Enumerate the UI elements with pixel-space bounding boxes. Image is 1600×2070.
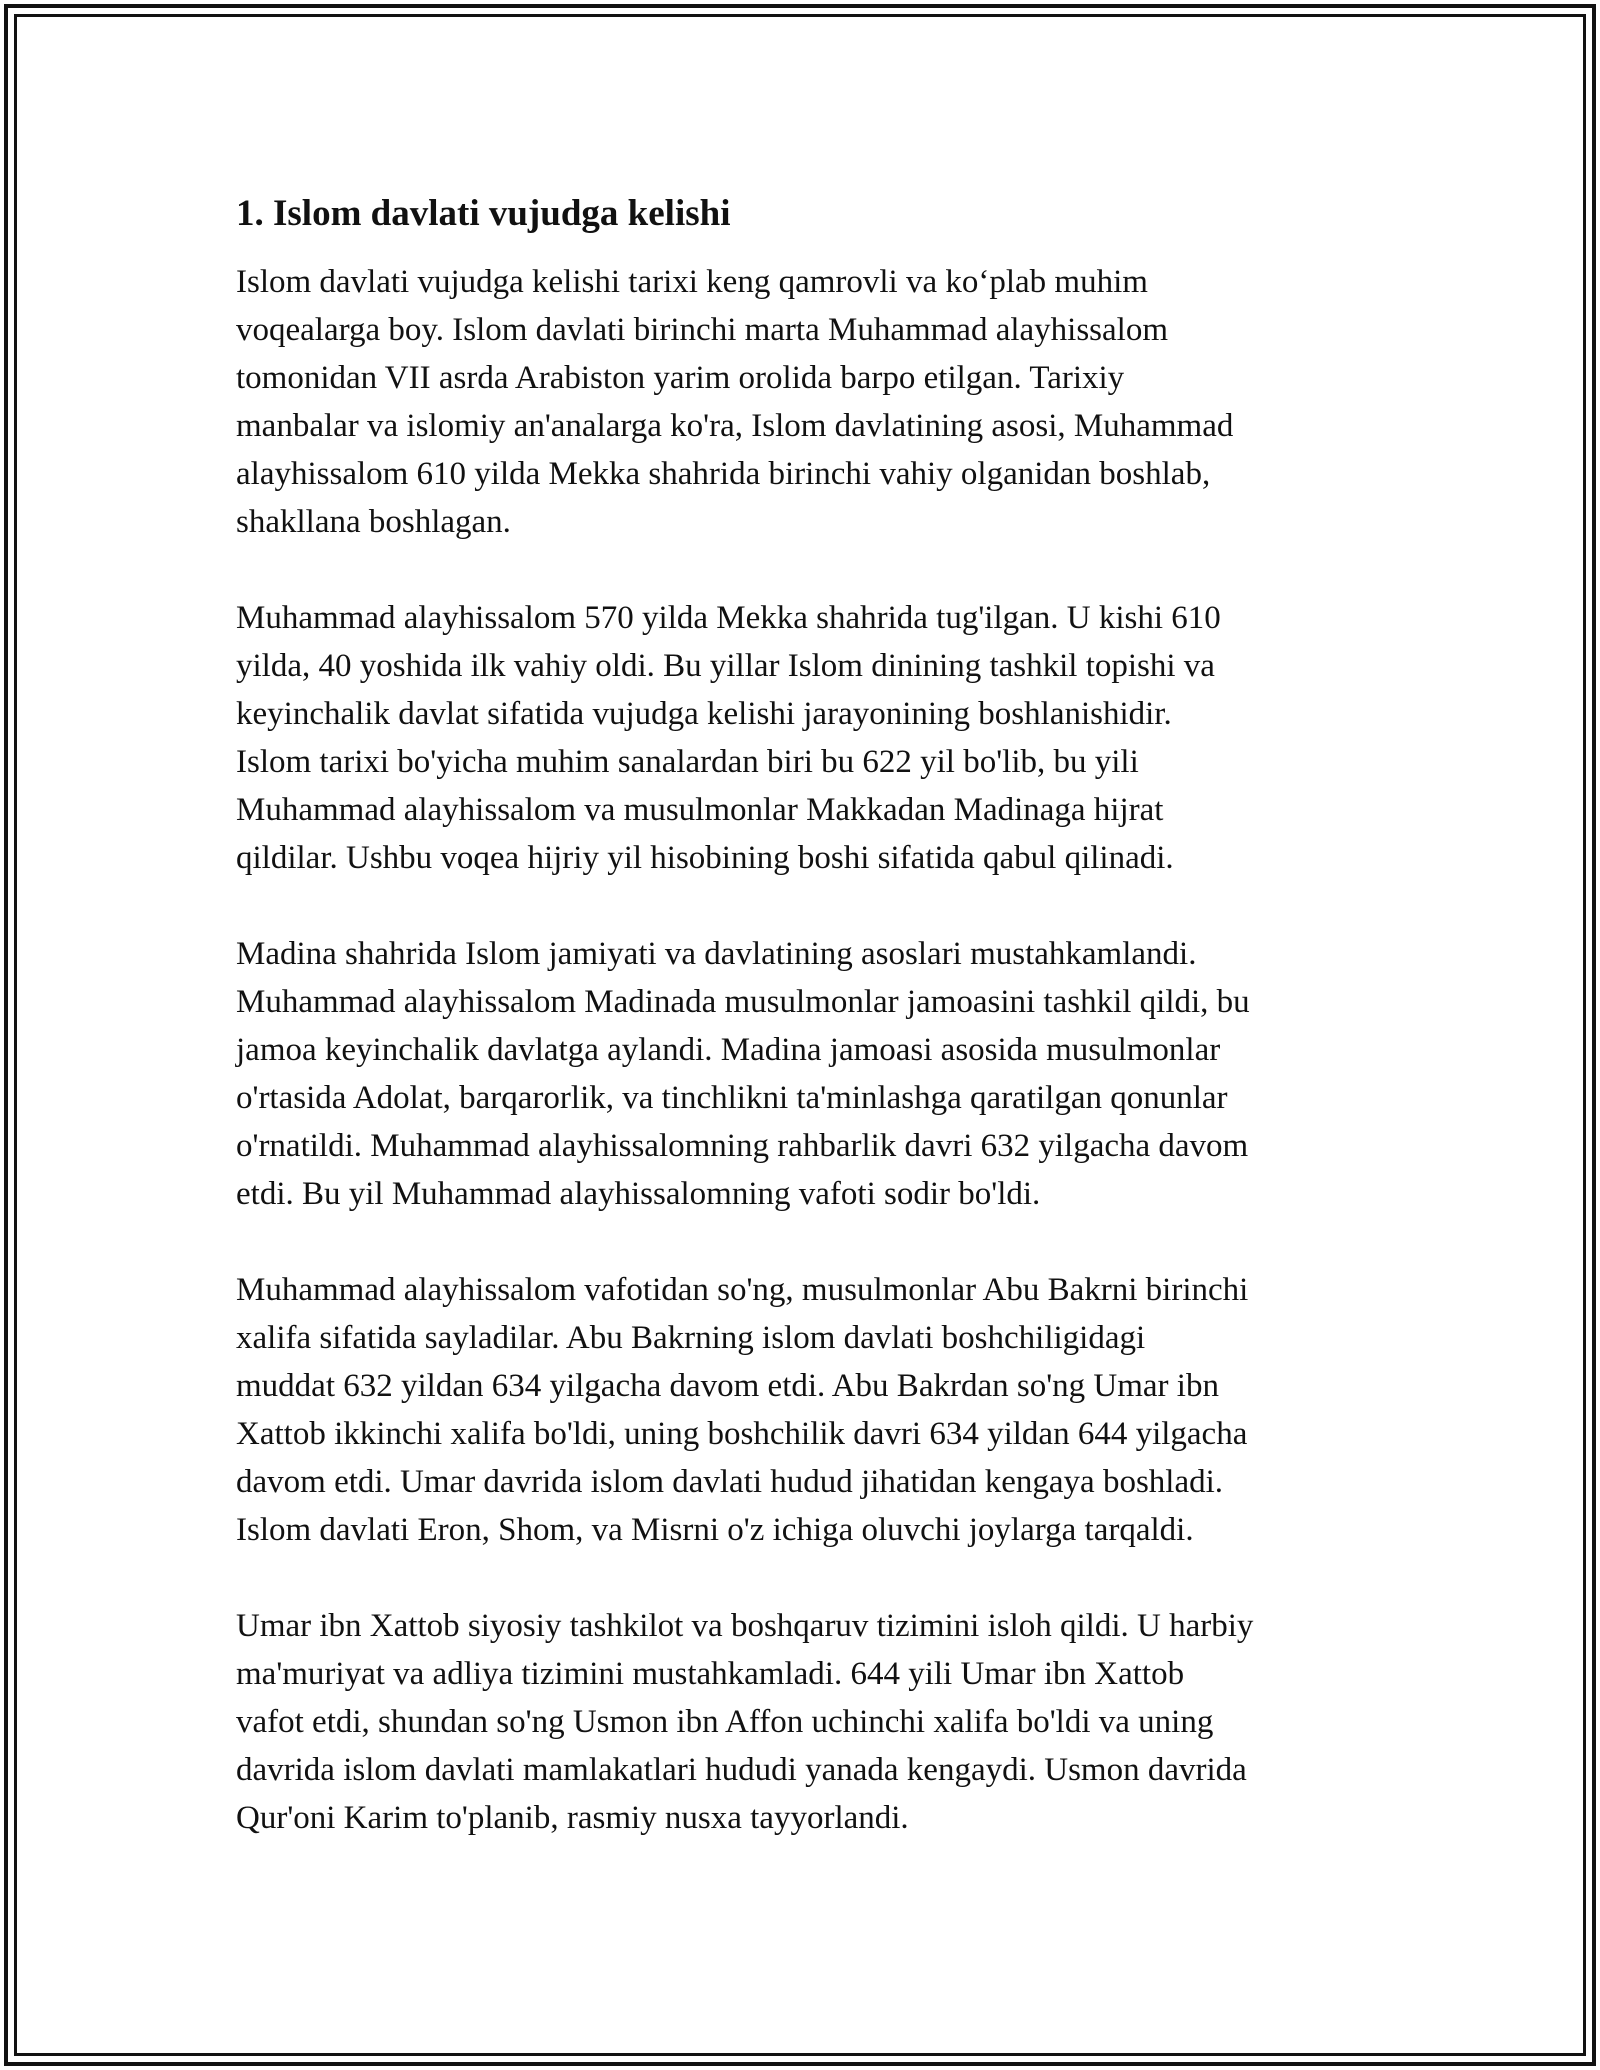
paragraph-3	[236, 930, 1366, 1218]
paragraph-line: o'rnatildi. Muhammad alayhissalomning rahbarlik davri 632 yilgacha davom	[236, 1128, 1249, 1164]
paragraph-4	[236, 1266, 1366, 1554]
paragraph-line: Muhammad alayhissalom va musulmonlar Makkadan Madinaga hijrat	[236, 792, 1164, 828]
paragraph-line: vafot etdi, shundan so'ng Usmon ibn Affon uchinchi xalifa bo'ldi va uning	[236, 1704, 1214, 1740]
paragraph-5	[236, 1602, 1366, 1842]
paragraph-line: tomonidan VII asrda Arabiston yarim orolida barpo etilgan. Tarixiy	[236, 360, 1125, 396]
paragraph-line: Qur'oni Karim to'planib, rasmiy nusxa tayyorlandi.	[236, 1800, 909, 1836]
paragraph-line: Muhammad alayhissalom Madinada musulmonlar jamoasini tashkil qildi, bu	[236, 984, 1250, 1020]
paragraph-line: xalifa sifatida sayladilar. Abu Bakrning islom davlati boshchiligidagi	[236, 1320, 1146, 1356]
paragraph-1	[236, 258, 1366, 546]
paragraph-line: davom etdi. Umar davrida islom davlati hudud jihatidan kengaya boshladi.	[236, 1464, 1224, 1500]
paragraph-line: manbalar va islomiy an'analarga ko'ra, Islom davlatining asosi, Muhammad	[236, 408, 1234, 444]
paragraph-line: Islom davlati Eron, Shom, va Misrni o'z ichiga oluvchi joylarga tarqaldi.	[236, 1512, 1194, 1548]
paragraph-line: Islom tarixi bo'yicha muhim sanalardan biri bu 622 yil bo'lib, bu yili	[236, 744, 1139, 780]
document-body	[236, 190, 1366, 1890]
paragraph-line: jamoa keyinchalik davlatga aylandi. Madina jamoasi asosida musulmonlar	[236, 1032, 1221, 1068]
paragraph-line: yilda, 40 yoshida ilk vahiy oldi. Bu yillar Islom dinining tashkil topishi va	[236, 648, 1215, 684]
paragraph-2	[236, 594, 1366, 882]
paragraph-line: etdi. Bu yil Muhammad alayhissalomning vafoti sodir bo'ldi.	[236, 1176, 1041, 1212]
paragraph-line: alayhissalom 610 yilda Mekka shahrida birinchi vahiy olganidan boshlab,	[236, 456, 1211, 492]
paragraph-line: qildilar. Ushbu voqea hijriy yil hisobining boshi sifatida qabul qilinadi.	[236, 840, 1174, 876]
paragraph-line: muddat 632 yildan 634 yilgacha davom etdi. Abu Bakrdan so'ng Umar ibn	[236, 1368, 1219, 1404]
paragraph-line: Muhammad alayhissalom 570 yilda Mekka shahrida tug'ilgan. U kishi 610	[236, 600, 1221, 636]
paragraph-line: shakllana boshlagan.	[236, 504, 511, 540]
paragraph-line: Islom davlati vujudga kelishi tarixi keng qamrovli va ko‘plab muhim	[236, 264, 1148, 300]
paragraph-line: o'rtasida Adolat, barqarorlik, va tinchlikni ta'minlashga qaratilgan qonunlar	[236, 1080, 1228, 1116]
paragraph-line: davrida islom davlati mamlakatlari hududi yanada kengaydi. Usmon davrida	[236, 1752, 1247, 1788]
paragraph-line: Madina shahrida Islom jamiyati va davlatining asoslari mustahkamlandi.	[236, 936, 1197, 972]
paragraph-line: ma'muriyat va adliya tizimini mustahkamladi. 644 yili Umar ibn Xattob	[236, 1656, 1185, 1692]
paragraph-line: Umar ibn Xattob siyosiy tashkilot va boshqaruv tizimini isloh qildi. U harbiy	[236, 1608, 1254, 1644]
section-heading: 1. Islom davlati vujudga kelishi	[236, 193, 731, 234]
paragraph-line: voqealarga boy. Islom davlati birinchi marta Muhammad alayhissalom	[236, 312, 1169, 348]
paragraph-line: keyinchalik davlat sifatida vujudga kelishi jarayonining boshlanishidir.	[236, 696, 1172, 732]
paragraph-line: Xattob ikkinchi xalifa bo'ldi, uning boshchilik davri 634 yildan 644 yilgacha	[236, 1416, 1248, 1452]
paragraph-line: Muhammad alayhissalom vafotidan so'ng, musulmonlar Abu Bakrni birinchi	[236, 1272, 1249, 1308]
